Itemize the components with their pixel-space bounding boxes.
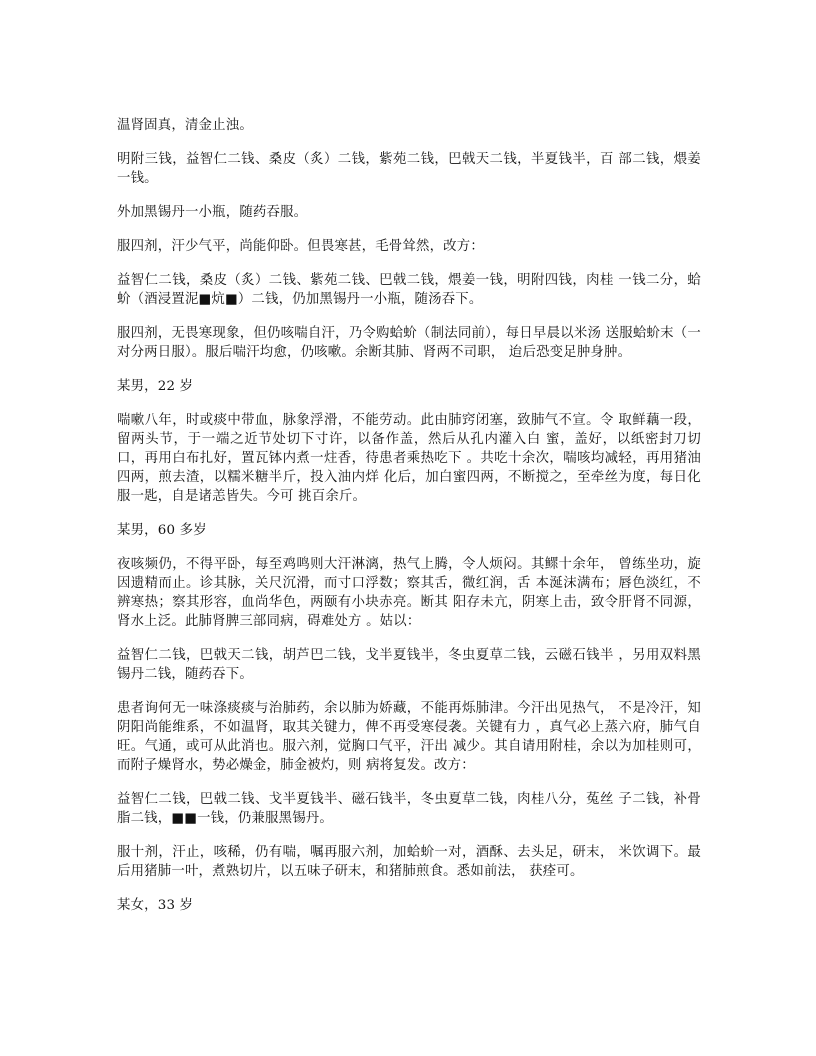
paragraph-treatment-principle: 温肾固真，清金止浊。 <box>117 118 253 133</box>
paragraph-case-male-60-discussion: 患者询何无一味涤痰痰与治肺药，余以肺为娇藏，不能再烁肺津。今汗出见热气， 不是冷汗，知阴阳尚能维系，不如温肾，取其关键力，俾不再受寒侵袭。关键有力 ，真气必上蒸六府，肺气自旺。气通，或可从此消也。服六剂，觉胸口气平，汗出 减少。其自请用附桂，余以为加桂则可，而附子燥肾水，势必燥金，肺金被灼，则 病将复发。改方： <box>117 701 701 773</box>
paragraph-case-male-60-diagnosis: 夜咳频仍，不得平卧，每至鸡鸣则大汗淋漓，热气上腾，令人烦闷。其鳏十余年， 曾练坐功，旋因遗精而止。诊其脉，关尺沉滑，而寸口浮数；察其舌，微红润，舌 本涎沫满布；唇色淡红，不辨寒热；察其形容，血尚华色，两颐有小块赤亮。断其 阳存未亢，阴寒上击，致令肝肾不同源，肾水上泛。此肺肾脾三部同病，碍难处方 。姑以： <box>117 557 701 629</box>
case-heading-male-22: 某男，22 岁 <box>117 379 194 394</box>
paragraph-progress-2: 服四剂，无畏寒现象，但仍咳喘自汗，乃令购蛤蚧（制法同前），每日早晨以米汤 送服蛤蚧末（一对分两日服）。服后喘汗均愈，仍咳嗽。余断其肺、肾两不司职， 迨后恐变足肿身肿。 <box>117 326 701 360</box>
paragraph-case-male-22: 喘嗽八年，时或痰中带血，脉象浮滑，不能劳动。此由肺窍闭塞，致肺气不宣。令 取鲜藕一段，留两头节，于一端之近节处切下寸许，以备作盖，然后从孔内灌入白 蜜，盖好，以纸密封刀切口，再用白布扎好，置瓦钵内煮一炷香，待患者乘热吃下 。共吃十余次，喘咳均减轻，再用猪油四两，煎去渣，以糯米糖半斤，投入油内烊 化后，加白蜜四两，不断搅之，至牵丝为度，每日化服一匙，自是诸恙皆失。今可 挑百余斤。 <box>117 413 701 504</box>
paragraph-supplement: 外加黑锡丹一小瓶，随药吞服。 <box>117 205 308 220</box>
document-page <box>117 116 701 930</box>
paragraph-prescription-1: 明附三钱，益智仁二钱、桑皮（炙）二钱，紫苑二钱，巴戟天二钱，半夏钱半，百 部二钱，煨姜一钱。 <box>117 152 701 186</box>
paragraph-prescription-4: 益智仁二钱，巴戟二钱、戈半夏钱半、磁石钱半，冬虫夏草二钱，肉桂八分，菟丝 子二钱，补骨脂二钱，■■一钱，仍兼服黑锡丹。 <box>117 792 701 826</box>
paragraph-prescription-3: 益智仁二钱，巴戟天二钱，胡芦巴二钱，戈半夏钱半，冬虫夏草二钱，云磁石钱半 ，另用双料黑锡丹二钱，随药吞下。 <box>117 648 701 682</box>
paragraph-progress-1: 服四剂，汗少气平，尚能仰卧。但畏寒甚，毛骨耸然，改方： <box>117 239 484 254</box>
case-heading-male-60: 某男，60 多岁 <box>117 523 207 538</box>
paragraph-case-male-60-outcome: 服十剂，汗止，咳稀，仍有喘，嘱再服六剂，加蛤蚧一对，酒酥、去头足，研末， 米饮调下。最后用猪肺一叶，煮熟切片，以五味子研末，和猪肺煎食。悉如前法， 获痊可。 <box>117 845 701 879</box>
case-heading-female-33: 某女，33 岁 <box>117 898 194 913</box>
paragraph-prescription-2: 益智仁二钱，桑皮（炙）二钱、紫苑二钱、巴戟二钱，煨姜一钱，明附四钱，肉桂 一钱二分，蛤蚧（酒浸置泥■炕■）二钱，仍加黑锡丹一小瓶，随汤吞下。 <box>117 273 701 307</box>
